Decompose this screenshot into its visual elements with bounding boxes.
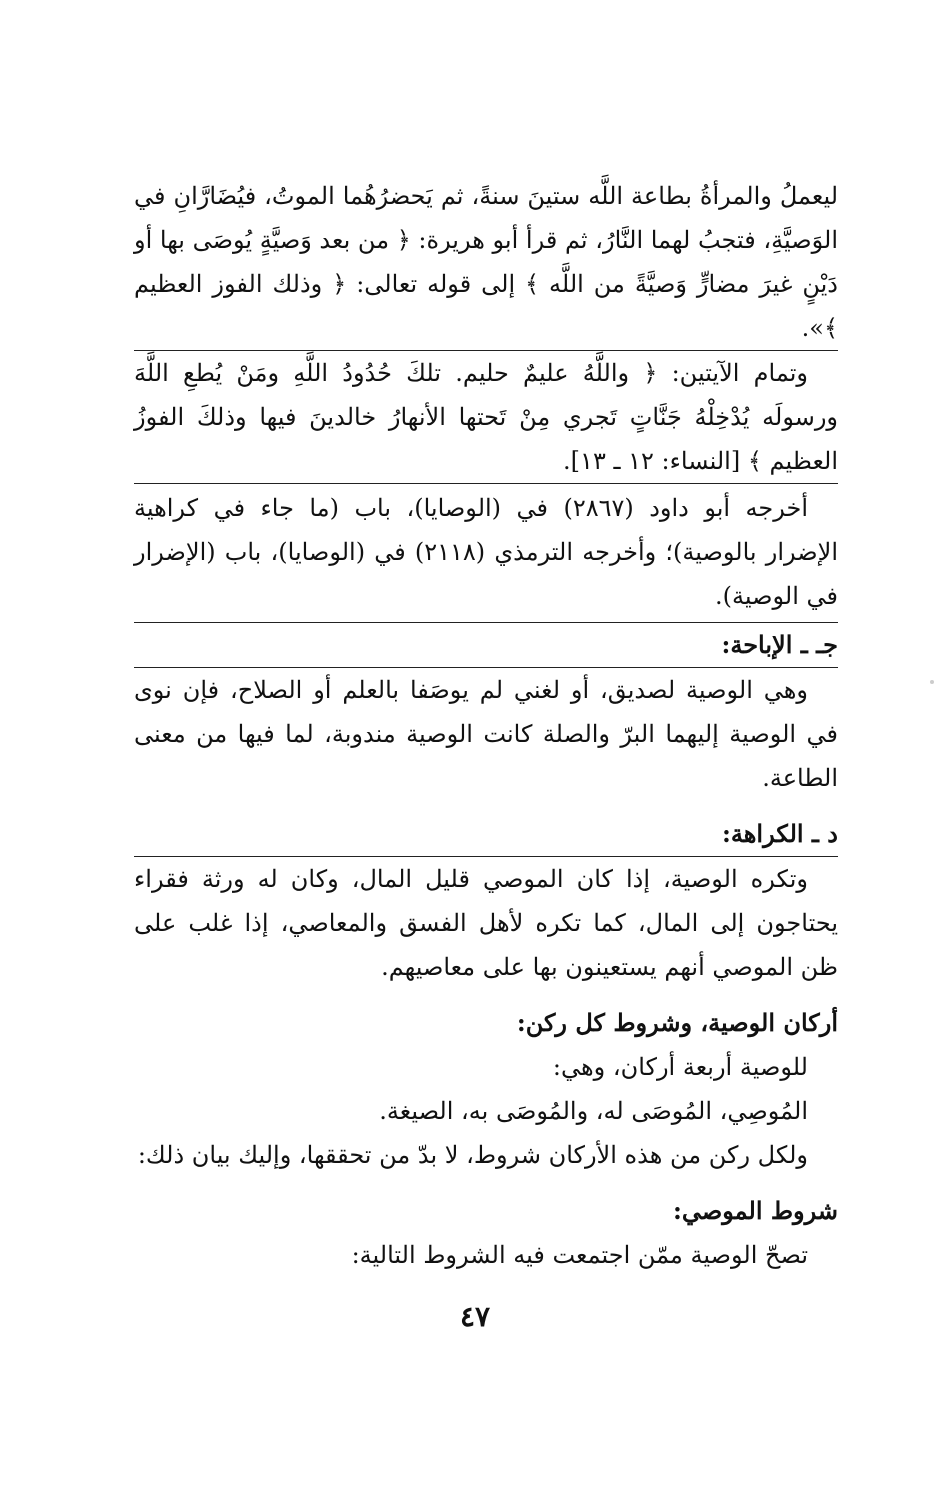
section-heading-ibaha: جـ ـ الإباحة:: [721, 630, 838, 659]
arkan-line-1: للوصية أربعة أركان، وهي:: [552, 1053, 808, 1081]
page-body: [134, 174, 838, 1277]
arkan-line-2: المُوصِي، المُوصَى له، والمُوصَى به، الصيغة.: [379, 1097, 808, 1125]
section-heading-arkan: أركان الوصية، وشروط كل ركن:: [516, 1008, 838, 1037]
takhrij-block: [134, 486, 838, 618]
ibaha-paragraph: وهي الوصية لصديق، أو لغني لم يوصَفا بالعلم أو الصلاح، فإن نوى في الوصية إليهما البرّ والصلة كانت الوصية مندوبة، لما فيها من معنى الطاعة.: [134, 676, 838, 792]
hadith-paragraph: ليعملُ والمرأةُ بطاعة اللَّه ستينَ سنةً، ثم يَحضرُهُما الموتُ، فيُضَارَّانِ في الوَصيَّةِ، فتجبُ لهما النَّارُ، ثم قرأ أبو هريرة: ﴿ من بعد وَصيَّةٍ يُوصَى بها أو دَيْنٍ غيرَ مضارٍّ وَصيَّةً من اللَّه ﴾ إلى قوله تعالى: ﴿ وذلك الفوز العظيم ﴾».: [134, 182, 838, 342]
section-heading-karaha: د ـ الكراهة:: [722, 819, 838, 848]
section-heading-shurut: شروط الموصي:: [673, 1196, 838, 1225]
page-number: ٤٧: [459, 1300, 491, 1333]
takhrij-paragraph: أخرجه أبو داود (٢٨٦٧) في (الوصايا)، باب (ما جاء في كراهية الإضرار بالوصية)؛ وأخرجه الترمذي (٢١١٨) في (الوصايا)، باب (الإضرار في الوصية).: [134, 494, 838, 610]
hadith-text-block: [134, 174, 838, 350]
verse-completion-block: [134, 351, 838, 483]
arkan-line-3: ولكل ركن من هذه الأركان شروط، لا بدّ من تحققها، وإليك بيان ذلك:: [137, 1141, 808, 1169]
margin-dot: [930, 680, 934, 684]
karaha-paragraph: وتكره الوصية، إذا كان الموصي قليل المال، وكان له ورثة فقراء يحتاجون إلى المال، كما تكره لأهل الفسق والمعاصي، إذا غلب على ظن الموصي أنهم يستعينون بها على معاصيهم.: [134, 865, 838, 981]
separator-line: [134, 483, 838, 484]
shurut-line-1: تصحّ الوصية ممّن اجتمعت فيه الشروط التالية:: [351, 1241, 808, 1269]
verse-paragraph: وتمام الآيتين: ﴿ واللَّهُ عليمٌ حليم. تلكَ حُدُودُ اللَّهِ ومَنْ يُطعِ اللَّهَ ورسولَه يُدْخِلْهُ جَنَّاتٍ تَجري مِنْ تَحتها الأنهارُ خالدينَ فيها وذلكَ الفوزُ العظيم ﴾ [النساء: ١٢ ـ ١٣].: [134, 359, 838, 475]
